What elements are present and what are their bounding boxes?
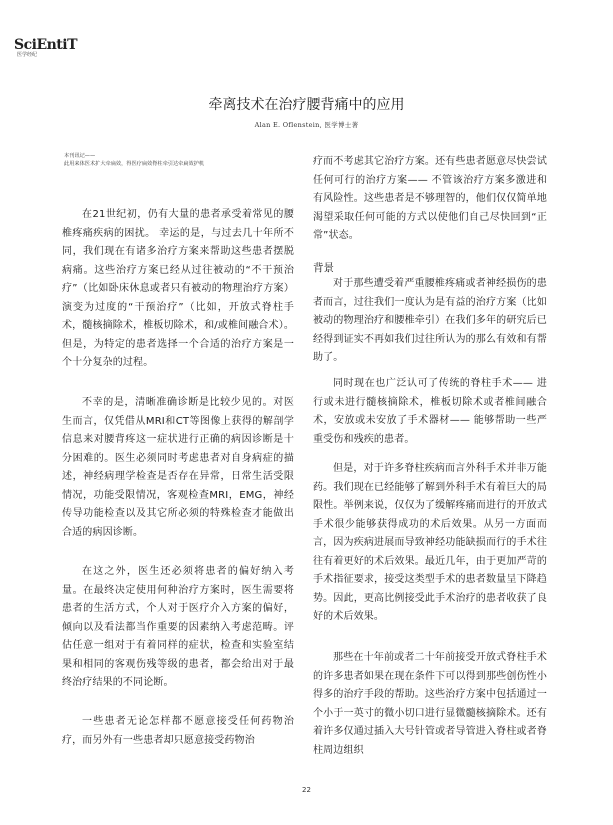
section-heading: 背景 (313, 262, 334, 274)
author-note-line-2: 此用来体医术扩大牵扁效，得医疗扁效脊柱牵引达牵扁效护机 (64, 161, 205, 167)
paragraph: 不幸的是，清晰准确诊断是比较少见的。对医生而言，仅凭借从MRI和CT等图像上获得的解剖学信息来对腰背疼这一症状进行正确的病因诊断是十分困难的。医生必须同时考虑患者对自身病症的描述，神经病理学检查是否存在异常，日常生活受限情况，功能受限情况，客观检查MRI，EMG，神经传导功能检查以及其它所必须的特殊检查才能做出合适的病因诊断。 (62, 397, 294, 538)
paragraph: 对于那些遭受着严重腰椎疼痛或者神经损伤的患者而言，过往我们一度认为是有益的治疗方案（比如被动的物理治疗和腰椎牵引）在我们多年的研究后已经得到证实不再如我们过往所认为的那么有效和有帮助了。 (313, 278, 547, 363)
logo-subtitle: 医学经纪 (17, 52, 38, 58)
author-note (64, 152, 304, 168)
article-title: 牵离技术在治疗腰背痛中的应用 (208, 97, 405, 113)
paragraph: 一些患者无论怎样都不愿意接受任何药物治疗，而另外有一些患者却只愿意接受药物治 (62, 716, 294, 746)
author-note-line-1: 本刊讯记—— (64, 153, 96, 159)
publisher-logo (14, 37, 78, 62)
paragraph: 在这之外，医生还必须将患者的偏好纳入考量。在最终决定使用何种治疗方案时，医生需要将患者的生活方式，个人对于医疗介入方案的偏好，倾向以及看法都当作重要的因素纳入考虑范畴。评估任意一组对于有着同样的症状，检查和实验室结果和相同的客观伤残等级的患者，都会给出对于最终治疗结果的不同论断。 (62, 566, 294, 688)
paragraph: 但是，对于许多脊柱疾病而言外科手术并非万能药。我们现在已经能够了解到外科手术有着巨大的局限性。举例来说，仅仅为了缓解疼痛而进行的开放式手术很少能够获得成功的术后效果。从另一方面而言，因为疾病进展而导致神经功能缺损而行的手术往往有着更好的术后效果。最近几年，由于更加严苛的手术指征要求，接受这类型手术的患者数量呈下降趋势。因此，更高比例接受此手术治疗的患者收获了良好的术后效果。 (313, 463, 547, 622)
page-number: 22 (302, 786, 311, 794)
logo-wordmark: SciEntiT (14, 37, 78, 53)
paragraph: 同时现在也广泛认可了传统的脊柱手术—— 进行或未进行髓核摘除术，椎板切除术或者椎间融合术，安放或未安放了手术器材—— 能够帮助一些严重受伤和残疾的患者。 (313, 378, 547, 445)
paragraph: 疗而不考虑其它治疗方案。还有些患者愿意尽快尝试任何可行的治疗方案—— 不管该治疗方案多激进和有风险性。这些患者是不够理智的，他们仅仅简单地渴望采取任何可能的方式以使他们自己尽快回到“正常”状态。 (313, 156, 547, 241)
paragraph: 在21世纪初，仍有大量的患者承受着常见的腰椎疼痛疾病的困扰。 幸运的是，与过去几十年所不同，我们现在有诸多治疗方案来帮助这些患者摆脱病痛。这些治疗方案已经从过往被动的“不干预治疗”（比如卧床休息或者只有被动的物理治疗方案）演变为过度的“干预治疗”（比如，开放式脊柱手术，髓核摘除术，椎板切除术，和/或椎间融合术）。但是，为特定的患者选择一个合适的治疗方案是一个十分复杂的过程。 (62, 209, 294, 368)
article-byline: Alan E. Oflenstein, 医学博士著 (254, 121, 359, 129)
paragraph: 那些在十年前或者二十年前接受开放式脊柱手术的许多患者如果在现在条件下可以得到那些创伤性小得多的治疗手段的帮助。这些治疗方案中包括通过一个小于一英寸的微小切口进行显微髓核摘除术。还有着许多仅通过插入大号针管或者导管进入脊柱或者脊柱周边组织 (313, 652, 547, 756)
